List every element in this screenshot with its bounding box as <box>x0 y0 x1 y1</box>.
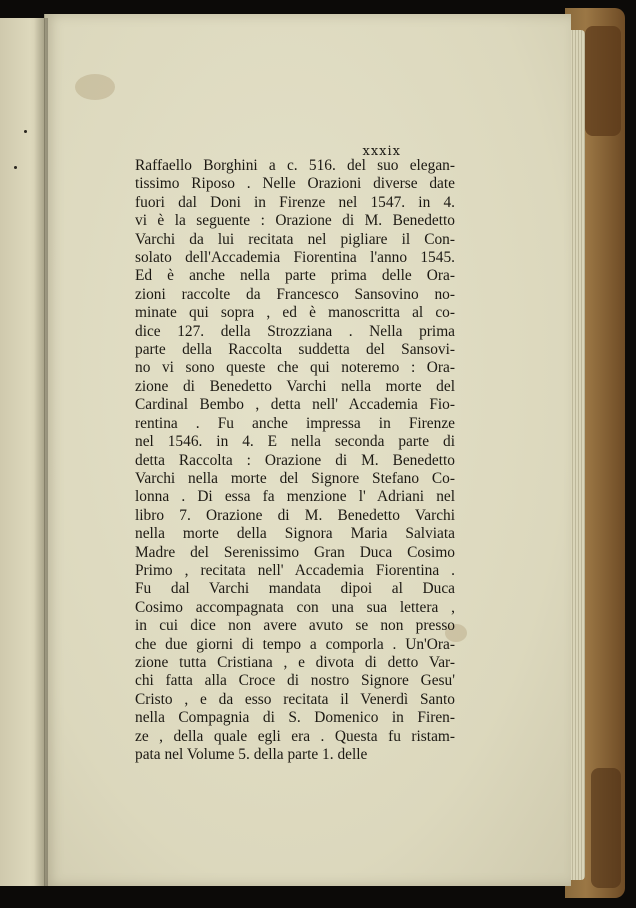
text-line: Varchi da lui recitata nel pigliare il Con- <box>135 230 455 248</box>
text-line: zioni raccolte da Francesco Sansovino no- <box>135 285 455 303</box>
cover-wear-mark <box>585 26 621 136</box>
text-line: rentina . Fu anche impressa in Firenze <box>135 414 455 432</box>
page-body-text <box>135 157 455 764</box>
text-line: lonna . Di essa fa menzione l' Adriani nel <box>135 488 455 506</box>
text-line: Fu dal Varchi mandata dipoi al Duca <box>135 580 455 598</box>
text-line: nel 1546. in 4. E nella seconda parte di <box>135 433 455 451</box>
text-line: dice 127. della Strozziana . Nella prima <box>135 322 455 340</box>
text-line: zione tutta Cristiana , e divota di detto Var- <box>135 653 455 671</box>
text-line: Cardinal Bembo , detta nell' Accademia Fio- <box>135 396 455 414</box>
text-line: Cristo , e da esso recitata il Venerdì Santo <box>135 690 455 708</box>
text-line: nella morte della Signora Maria Salviata <box>135 525 455 543</box>
text-line: Cosimo accompagnata con una sua lettera , <box>135 598 455 616</box>
cover-wear-mark <box>591 768 621 888</box>
text-line: parte della Raccolta suddetta del Sansovi- <box>135 341 455 359</box>
text-line: che due giorni di tempo a comporla . Un'Ora- <box>135 635 455 653</box>
text-line: ze , della quale egli era . Questa fu ristam- <box>135 727 455 745</box>
text-line: Raffaello Borghini a c. 516. del suo elegan- <box>135 157 455 174</box>
spine-shadow <box>34 18 48 886</box>
text-line: Primo , recitata nell' Accademia Fiorentina . <box>135 561 455 579</box>
text-line: vi è la seguente : Orazione di M. Benedetto <box>135 212 455 230</box>
text-line: tissimo Riposo . Nelle Orazioni diverse date <box>135 175 455 193</box>
text-line: nella Compagnia di S. Domenico in Firen- <box>135 709 455 727</box>
text-line: Ed è anche nella parte prima delle Ora- <box>135 267 455 285</box>
text-line: chi fatta alla Croce di nostro Signore Gesu' <box>135 672 455 690</box>
ink-speck <box>24 130 27 133</box>
text-line: Varchi nella morte del Signore Stefano Co- <box>135 469 455 487</box>
page-number: xxxix <box>362 144 401 159</box>
text-line: fuori dal Doni in Firenze nel 1547. in 4. <box>135 193 455 211</box>
book-page <box>44 14 571 886</box>
text-line: Madre del Serenissimo Gran Duca Cosimo <box>135 543 455 561</box>
ink-speck <box>14 166 17 169</box>
text-line: in cui dice non avere avuto se non presso <box>135 617 455 635</box>
text-line: zione di Benedetto Varchi nella morte del <box>135 377 455 395</box>
text-line: detta Raccolta : Orazione di M. Benedetto <box>135 451 455 469</box>
text-line: pata nel Volume 5. della parte 1. delle <box>135 746 368 763</box>
foxing-stain <box>75 74 115 100</box>
text-line: solato dell'Accademia Fiorentina l'anno 1545. <box>135 249 455 267</box>
text-line: minate qui sopra , ed è manoscritta al co- <box>135 304 455 322</box>
text-line: libro 7. Orazione di M. Benedetto Varchi <box>135 506 455 524</box>
text-line: no vi sono queste che qui noteremo : Ora- <box>135 359 455 377</box>
